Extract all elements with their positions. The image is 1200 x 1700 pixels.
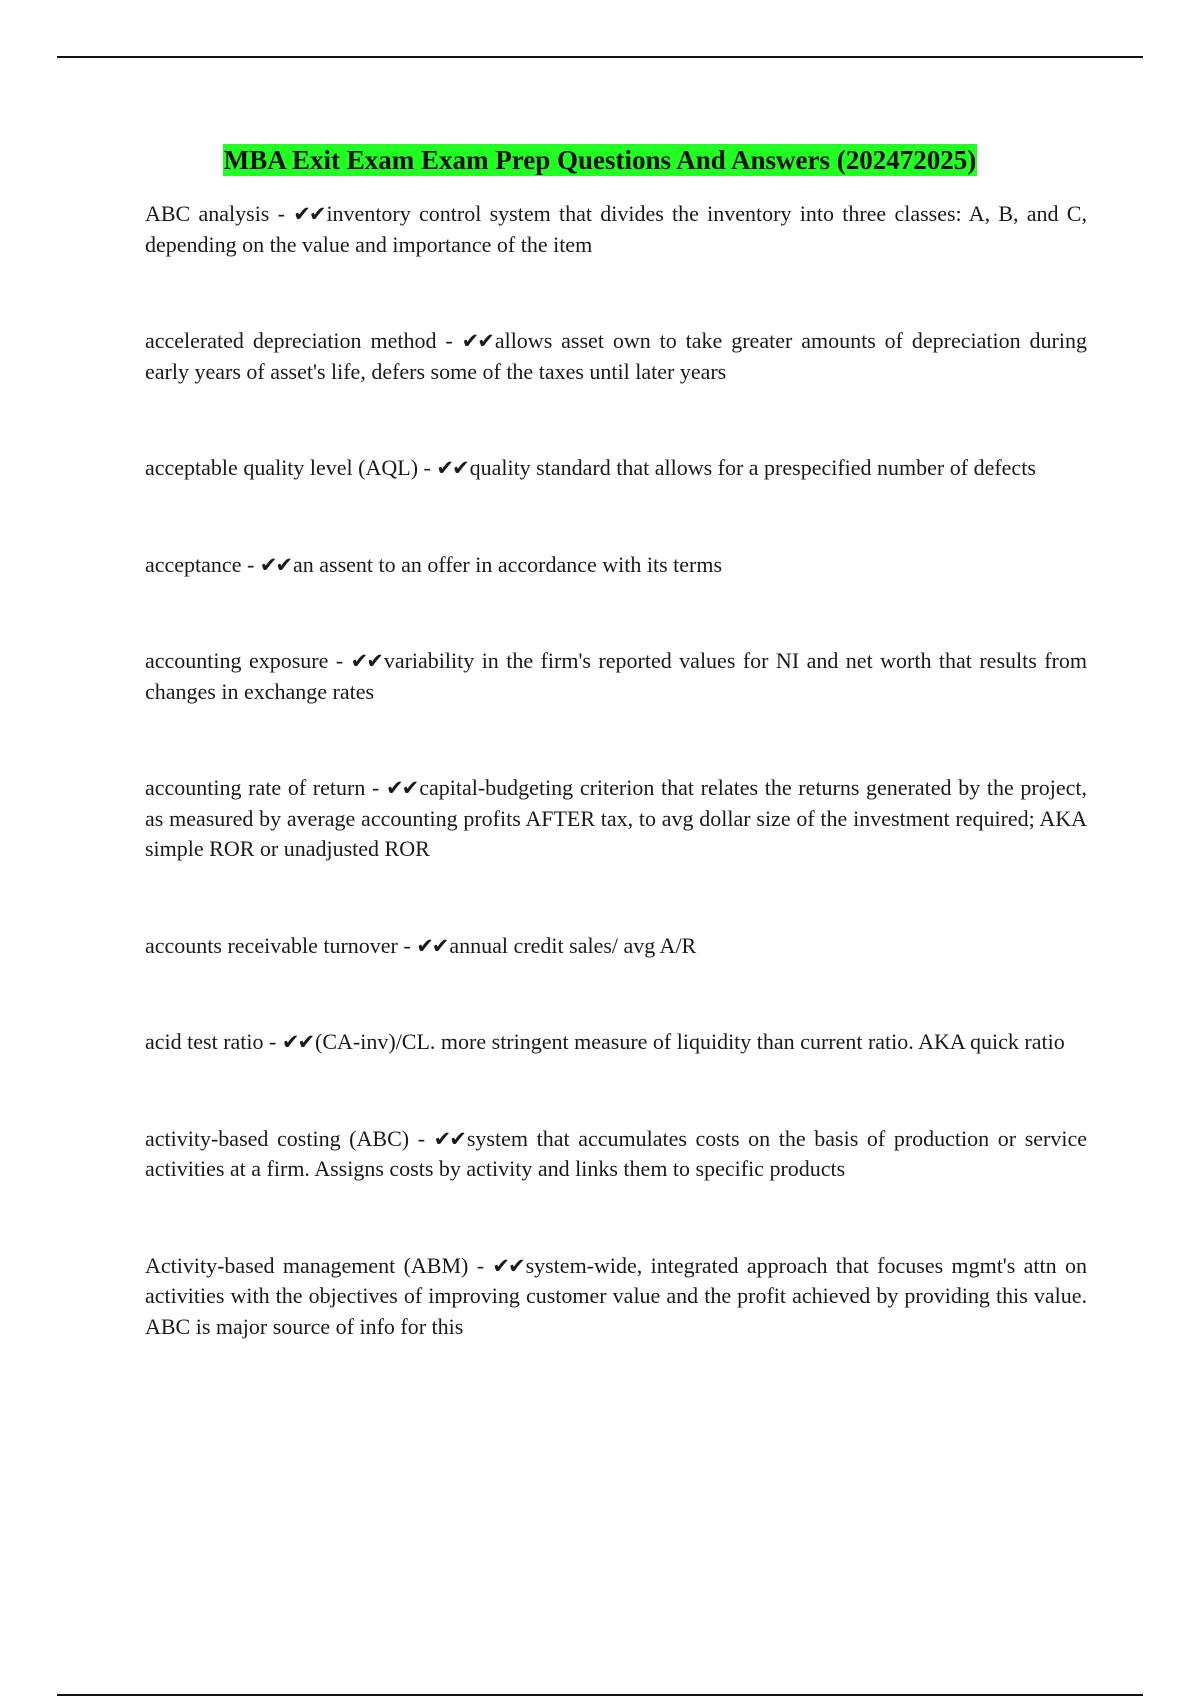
separator: - <box>263 1029 282 1054</box>
entry-term: accelerated depreciation method <box>145 328 437 353</box>
entry-term: ABC analysis <box>145 201 270 226</box>
separator: - <box>436 328 462 353</box>
entry-definition: an assent to an offer in accordance with its terms <box>293 551 723 577</box>
definition-entry <box>145 1251 1087 1343</box>
entry-term: acceptable quality level (AQL) <box>145 455 419 480</box>
entry-definition: inventory control system that divides the inventory into three classes: A, B, and C, depending on the value and importance of the item <box>145 201 1087 257</box>
entry-term: accounting exposure <box>145 648 329 673</box>
separator: - <box>365 775 387 800</box>
bottom-rule <box>57 1694 1143 1696</box>
entry-term: acid test ratio <box>145 1029 264 1054</box>
separator: - <box>328 648 351 673</box>
top-rule <box>57 56 1143 58</box>
definition-entry <box>145 550 1087 581</box>
double-check-icon: ✔✔ <box>386 776 418 800</box>
double-check-icon: ✔✔ <box>281 1030 314 1054</box>
double-check-icon: ✔✔ <box>416 933 448 958</box>
entry-definition: system-wide, integrated approach that focuses mgmt's attn on activities with the objectives of improving customer value and the profit achieved by providing this value. ABC is major source of info for this <box>145 1252 1087 1339</box>
double-check-icon: ✔✔ <box>259 552 291 577</box>
definition-entry <box>145 199 1087 260</box>
separator: - <box>409 1125 434 1151</box>
entry-definition: allows asset own to take greater amounts of depreciation during early years of asset's life, defers some of the taxes until later years <box>145 328 1087 384</box>
entry-term: Activity-based management (ABM) <box>145 1252 469 1278</box>
definition-list <box>145 199 1087 1408</box>
double-check-icon: ✔✔ <box>492 1253 524 1278</box>
double-check-icon: ✔✔ <box>293 202 325 226</box>
entry-term: acceptance <box>145 551 242 577</box>
entry-definition: system that accumulates costs on the basis of production or service activities at a firm. Assigns costs by activity and links them to specific products <box>145 1125 1088 1181</box>
document-title: MBA Exit Exam Exam Prep Questions And Answers (202472025) <box>223 145 977 175</box>
entry-definition: capital-budgeting criterion that relates the returns generated by the project, as measured by average accounting profits AFTER tax, to avg dollar size of the investment required; AKA simple ROR or unadjusted ROR <box>145 775 1087 861</box>
separator: - <box>418 455 437 480</box>
definition-entry <box>145 646 1087 707</box>
definition-entry <box>145 1124 1087 1185</box>
entry-definition: annual credit sales/ avg A/R <box>449 932 697 958</box>
entry-term: accounts receivable turnover <box>145 932 398 958</box>
title-block <box>0 144 1200 176</box>
definition-entry <box>145 773 1087 865</box>
definition-entry <box>145 931 1087 962</box>
separator: - <box>241 551 260 577</box>
definition-entry <box>145 326 1087 387</box>
entry-term: activity-based costing (ABC) <box>145 1125 410 1151</box>
definition-entry <box>145 1027 1087 1058</box>
entry-definition: quality standard that allows for a prespecified number of defects <box>469 455 1036 480</box>
double-check-icon: ✔✔ <box>436 456 468 480</box>
separator: - <box>468 1252 493 1278</box>
separator: - <box>269 201 294 226</box>
entry-definition: (CA-inv)/CL. more stringent measure of liquidity than current ratio. AKA quick ratio <box>315 1029 1065 1054</box>
entry-definition: variability in the firm's reported values for NI and net worth that results from changes in exchange rates <box>145 648 1087 704</box>
definition-entry <box>145 453 1087 484</box>
double-check-icon: ✔✔ <box>461 329 493 353</box>
double-check-icon: ✔✔ <box>433 1126 465 1151</box>
entry-term: accounting rate of return <box>145 775 366 800</box>
double-check-icon: ✔✔ <box>350 649 382 673</box>
separator: - <box>397 932 417 958</box>
